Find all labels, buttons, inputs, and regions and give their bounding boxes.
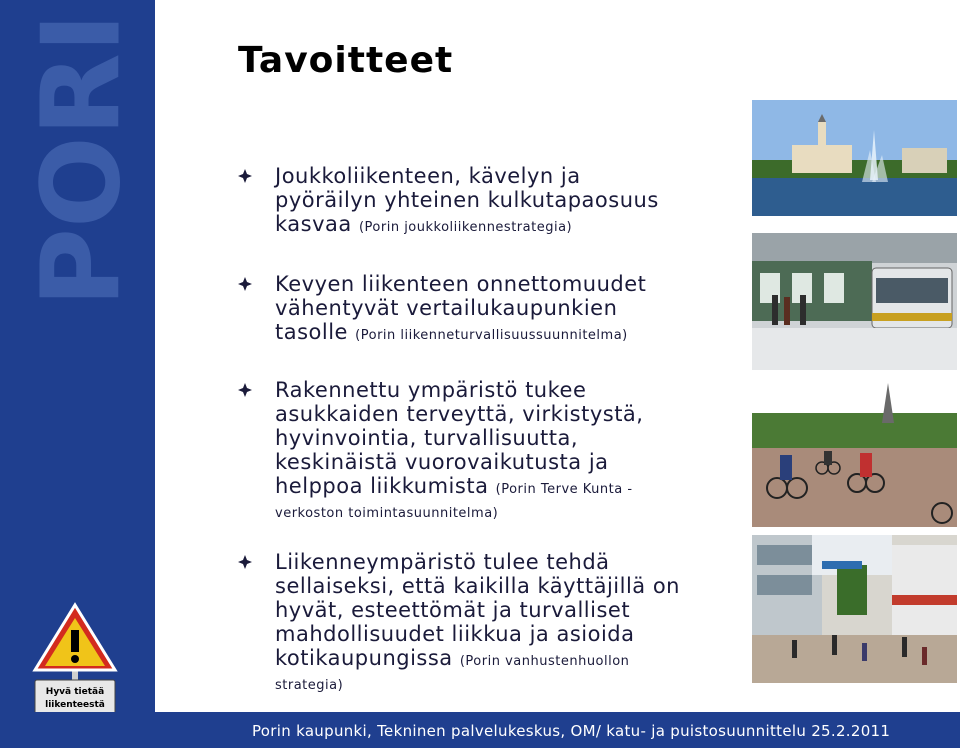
bullet-source: (Porin Terve Kunta -: [495, 482, 633, 497]
brand-text: PORI: [19, 12, 145, 308]
diamond-bullet-icon: [238, 383, 252, 397]
diamond-bullet-icon: [238, 277, 252, 291]
warning-sign-icon: [25, 600, 125, 720]
bullet-line: keskinäistä vuorovaikutusta ja: [275, 450, 609, 474]
photo-bus-station: [752, 233, 957, 370]
warning-sign-line2: liikenteestä: [45, 700, 105, 710]
bullet-line: pyöräilyn yhteinen kulkutapaosuus: [275, 188, 659, 212]
bullet-line: kotikaupungissa: [275, 646, 453, 670]
bullet-line: asukkaiden terveyttä, virkistystä,: [275, 402, 644, 426]
bullet-source: (Porin joukkoliikennestrategia): [358, 220, 573, 235]
bullet-line: Kevyen liikenteen onnettomuudet: [275, 272, 647, 296]
warning-sign-line1: Hyvä tietää: [45, 687, 105, 697]
bullet-source: strategia): [275, 678, 344, 693]
photo-fountain: [752, 100, 957, 216]
bullet-line: kasvaa: [275, 212, 352, 236]
bullet-source: verkoston toimintasuunnitelma): [275, 506, 499, 521]
diamond-bullet-icon: [238, 169, 252, 183]
page-title: Tavoitteet: [238, 40, 454, 81]
bullet-item: [238, 164, 748, 240]
bullet-line: hyvät, esteettömät ja turvalliset: [275, 598, 631, 622]
bullet-line: helppoa liikkumista: [275, 474, 489, 498]
bullet-source: (Porin vanhustenhuollon: [459, 654, 630, 669]
bullet-line: hyvinvointia, turvallisuutta,: [275, 426, 579, 450]
bullet-line: mahdollisuudet liikkua ja asioida: [275, 622, 635, 646]
bullet-line: tasolle: [275, 320, 348, 344]
bullet-item: [238, 272, 748, 348]
bullet-item: [238, 550, 748, 698]
footer-text: Porin kaupunki, Tekninen palvelukeskus, OM/ katu- ja puistosuunnittelu 25.2.2011: [252, 722, 891, 740]
sidebar-brand: [19, 0, 145, 320]
photo-pedestrian-street: [752, 535, 957, 683]
bullet-line: Joukkoliikenteen, kävelyn ja: [275, 164, 581, 188]
bullet-item: [238, 378, 748, 526]
bullet-line: Rakennettu ympäristö tukee: [275, 378, 587, 402]
photo-cyclists: [752, 383, 957, 527]
bullet-line: vähentyvät vertailukaupunkien: [275, 296, 618, 320]
bullet-line: sellaiseksi, että kaikilla käyttäjillä on: [275, 574, 680, 598]
diamond-bullet-icon: [238, 555, 252, 569]
bullet-source: (Porin liikenneturvallisuussuunnitelma): [355, 328, 628, 343]
bullet-line: Liikenneympäristö tulee tehdä: [275, 550, 610, 574]
